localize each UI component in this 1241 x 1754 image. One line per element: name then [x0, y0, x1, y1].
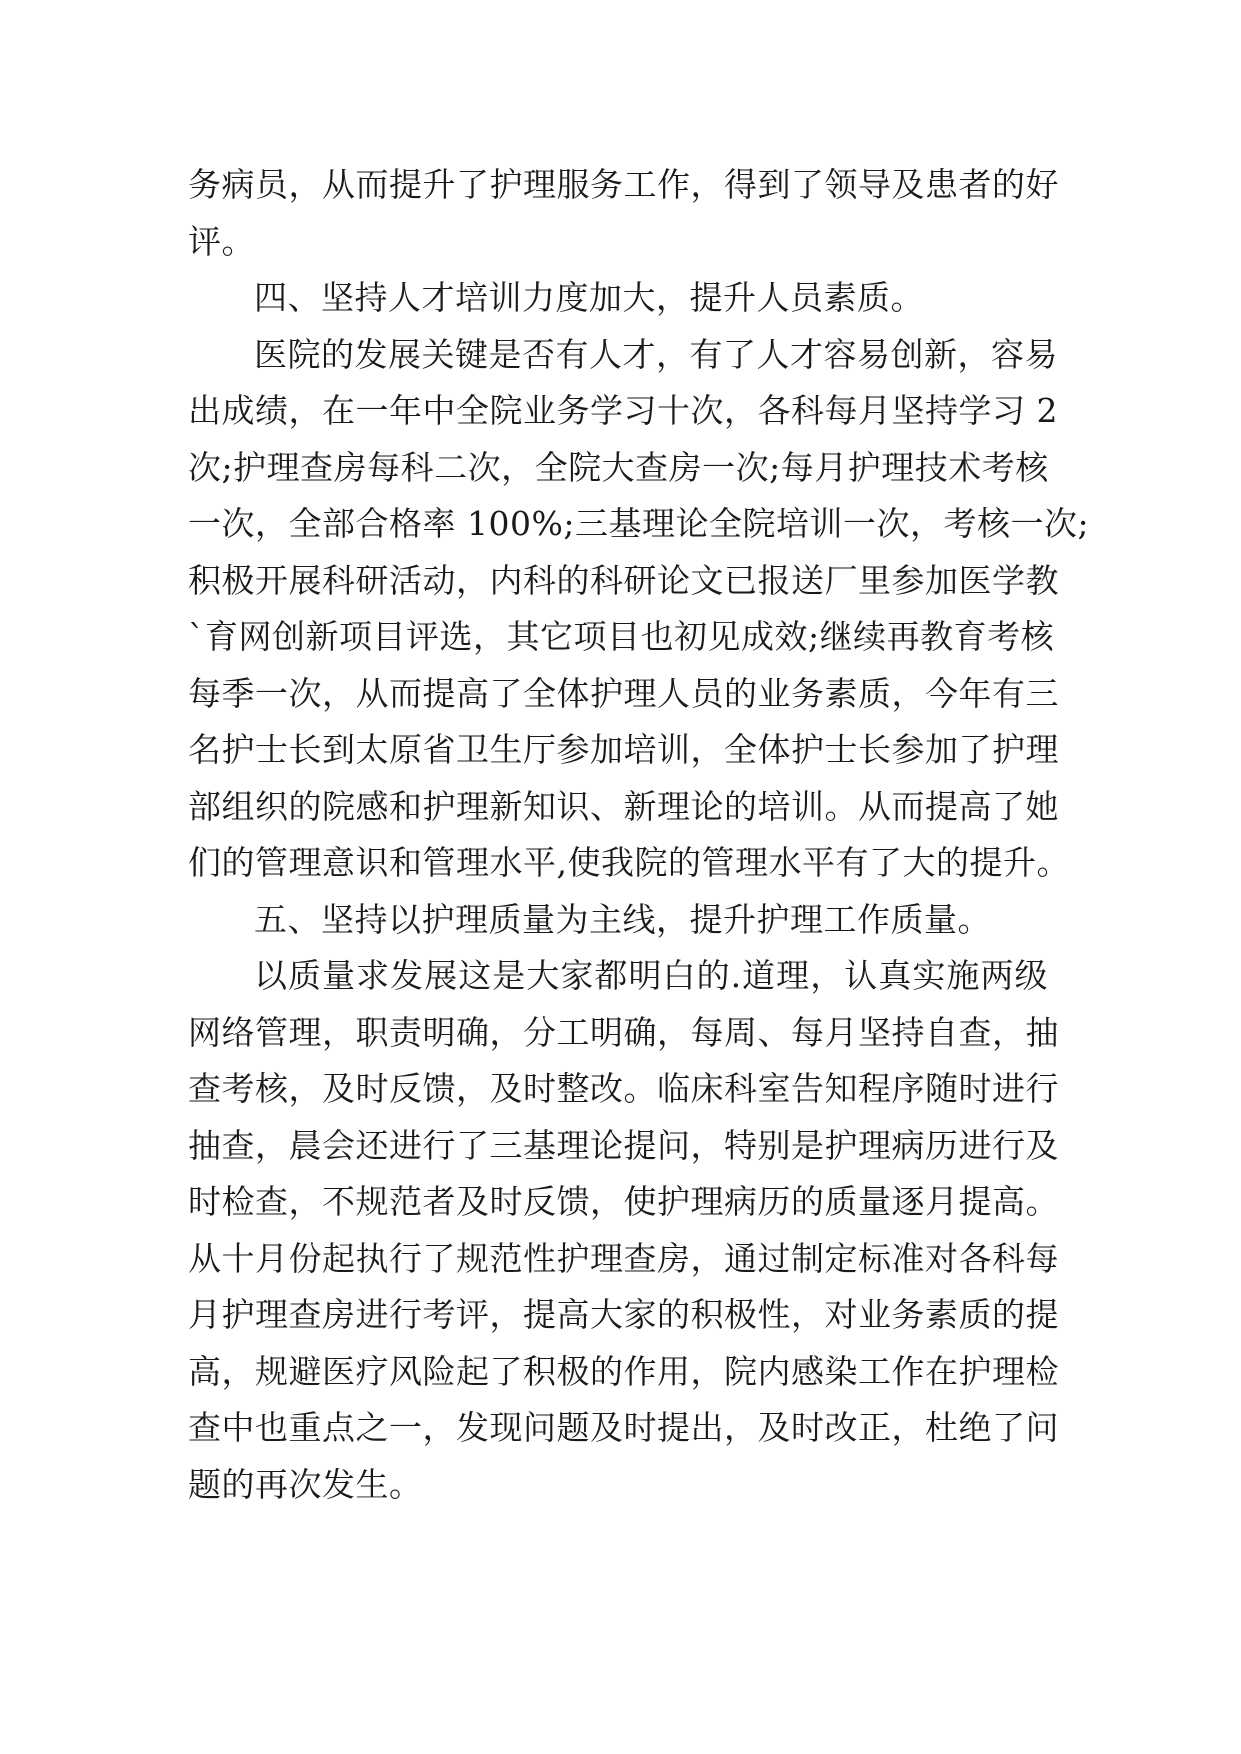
- text-line: 月护理查房进行考评，提高大家的积极性，对业务素质的提: [188, 1295, 1059, 1334]
- text-line: 高，规避医疗风险起了积极的作用，院内感染工作在护理检: [188, 1351, 1059, 1391]
- text-line: 一次，全部合格率 100%;三基理论全院培训一次，考核一次;: [188, 504, 1090, 543]
- document-body: [188, 157, 1090, 1513]
- text-line: 每季一次，从而提高了全体护理人员的业务素质，今年有三: [188, 673, 1059, 713]
- paragraph-talent-training: [188, 327, 1090, 892]
- section-heading-four: [188, 270, 1048, 327]
- text-line: 医院的发展关键是否有人才，有了人才容易创新，容易: [254, 334, 1058, 374]
- paragraph-continuation: [188, 157, 1059, 270]
- text-line: 们的管理意识和管理水平,使我院的管理水平有了大的提升。: [188, 843, 1070, 882]
- text-line: 名护士长到太原省卫生厅参加培训，全体护士长参加了护理: [188, 730, 1059, 769]
- text-line: 出成绩，在一年中全院业务学习十次，各科每月坚持学习 2: [188, 391, 1058, 430]
- text-line: 抽查，晨会还进行了三基理论提问，特别是护理病历进行及: [188, 1125, 1059, 1165]
- paragraph-quality: [188, 948, 1059, 1513]
- text-line: 以质量求发展这是大家都明白的.道理，认真实施两级: [254, 956, 1048, 995]
- text-line: 积极开展科研活动，内科的科研论文已报送厂里参加医学教: [188, 560, 1059, 600]
- text-line: 务病员，从而提升了护理服务工作，得到了领导及患者的好: [188, 165, 1059, 204]
- text-line: 查考核，及时反馈，及时整改。临床科室告知程序随时进行: [188, 1069, 1059, 1108]
- text-line: 次;护理查房每科二次，全院大查房一次;每月护理技术考核: [188, 447, 1049, 487]
- heading-text: 四、坚持人才培训力度加大，提升人员素质。: [254, 278, 924, 317]
- text-line: 网络管理，职责明确，分工明确，每周、每月坚持自查，抽: [188, 1012, 1059, 1052]
- text-line: 从十月份起执行了规范性护理查房，通过制定标准对各科每: [188, 1238, 1059, 1278]
- text-line: 查中也重点之一，发现问题及时提出，及时改正，杜绝了问: [188, 1408, 1059, 1447]
- text-line: 时检查，不规范者及时反馈，使护理病历的质量逐月提高。: [188, 1182, 1059, 1221]
- heading-text: 五、坚持以护理质量为主线，提升护理工作质量。: [254, 899, 991, 939]
- text-line: 部组织的院感和护理新知识、新理论的培训。从而提高了她: [188, 786, 1059, 826]
- text-line: 题的再次发生。: [188, 1464, 423, 1504]
- text-line: 评。: [188, 221, 255, 261]
- text-line: `育网创新项目评选，其它项目也初见成效;继续再教育考核: [188, 617, 1055, 656]
- section-heading-five: [188, 892, 1048, 949]
